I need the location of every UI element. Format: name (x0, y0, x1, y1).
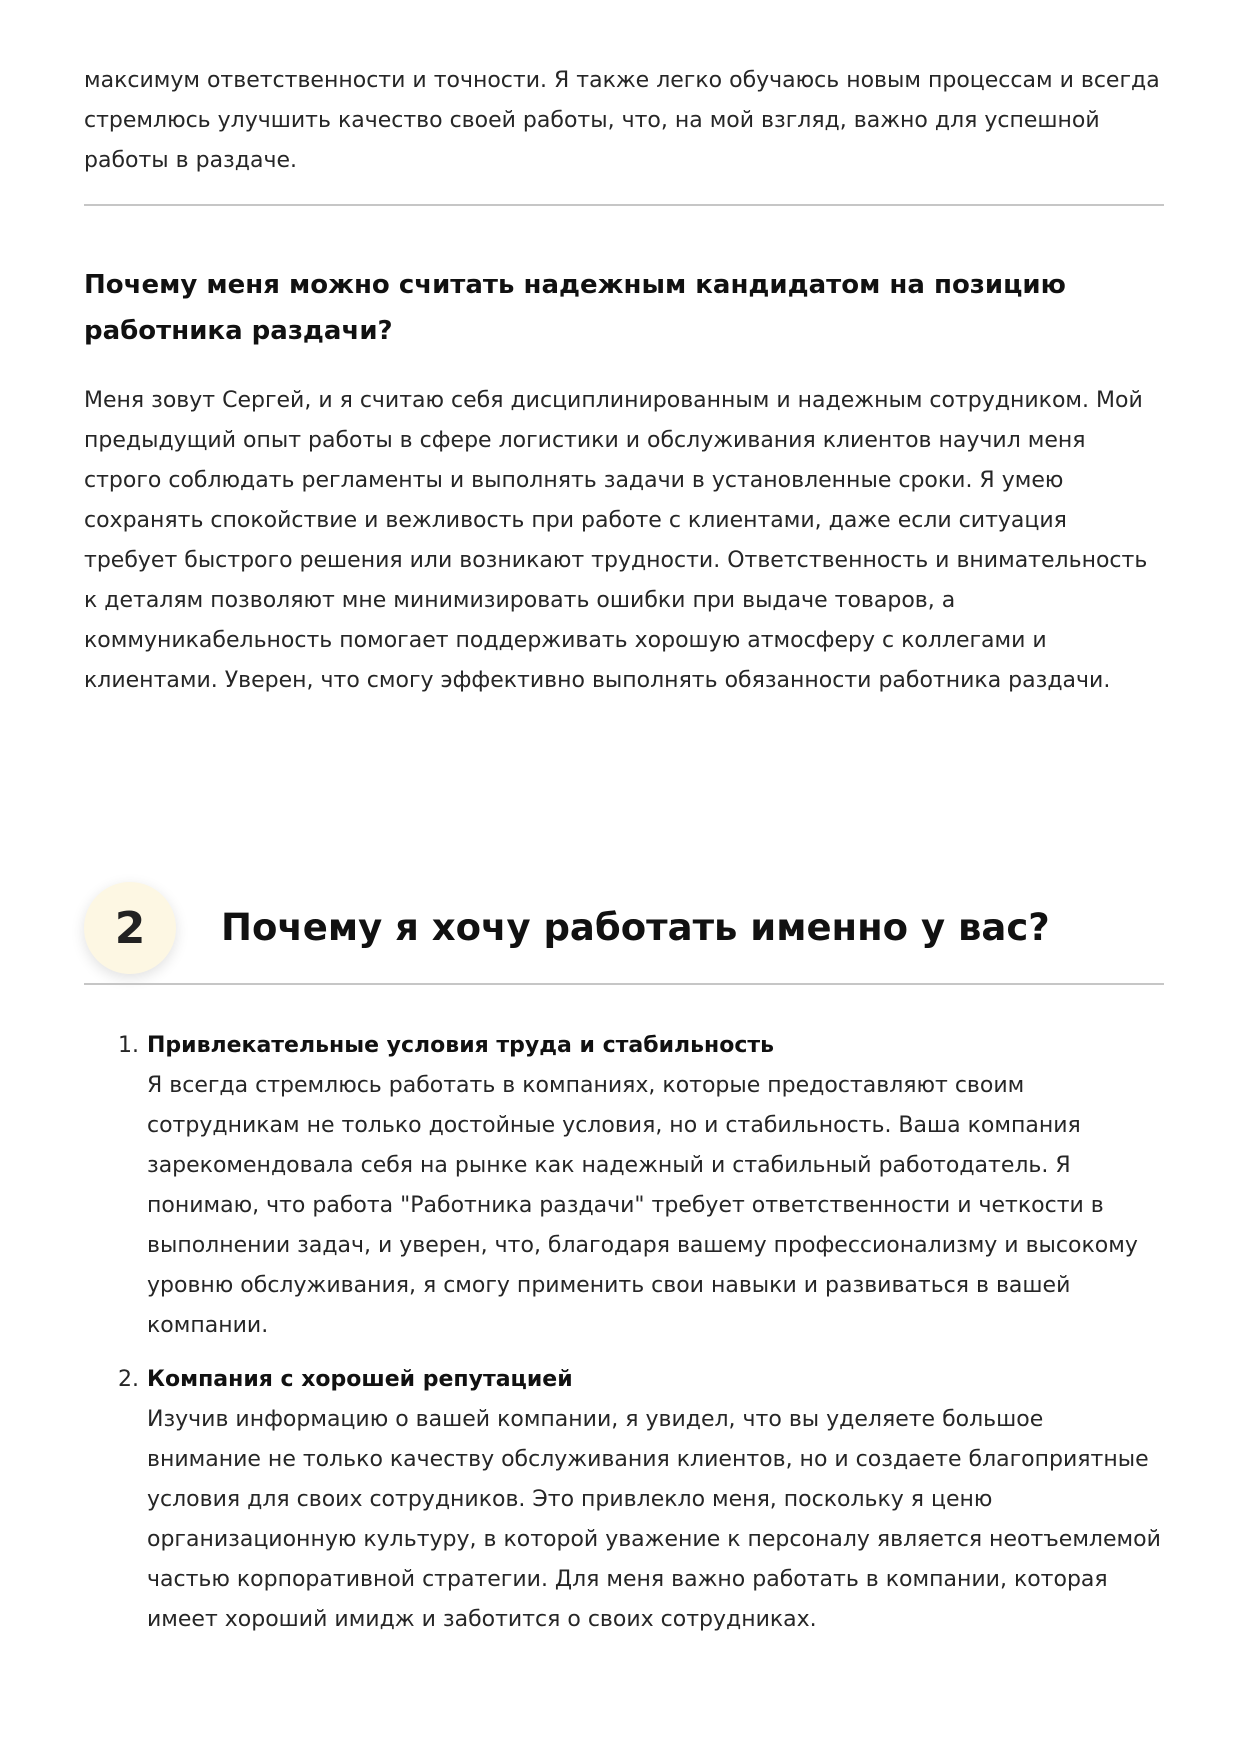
list-item-number: 1. (118, 1033, 139, 1058)
list-item-title: Привлекательные условия труда и стабильность (147, 1033, 775, 1058)
list-item (84, 1360, 1164, 1640)
list-item-text: Я всегда стремлюсь работать в компаниях, которые предоставляют своим сотрудникам не только достойные условия, но и стабильность. Ваша компания зарекомендовала себя на рынке как надежный и стабильный работодатель. Я понимаю, что работа "Работника раздачи" требует ответственности и четкости в выполнении задач, и уверен, что, благодаря вашему профессионализму и высокому уровню обслуживания, я смогу применить свои навыки и развиваться в вашей компании. (147, 1073, 1138, 1338)
reasons-list (84, 1026, 1164, 1640)
list-item (84, 1026, 1164, 1346)
section-number-badge: 2 (84, 882, 176, 974)
list-item-number: 2. (118, 1367, 139, 1392)
reliability-heading: Почему меня можно считать надежным кандидатом на позицию работника раздачи? (84, 270, 1066, 346)
section-2-header (84, 876, 1164, 984)
reliability-paragraph: Меня зовут Сергей, и я считаю себя дисциплинированным и надежным сотрудником. Мой предыдущий опыт работы в сфере логистики и обслуживания клиентов научил меня строго соблюдать регламенты и выполнять задачи в установленные сроки. Я умею сохранять спокойствие и вежливость при работе с клиентами, даже если ситуация требует быстрого решения или возникают трудности. Ответственность и внимательность к деталям позволяют мне минимизировать ошибки при выдаче товаров, а коммуникабельность помогает поддерживать хорошую атмосферу с коллегами и клиентами. Уверен, что смогу эффективно выполнять обязанности работника раздачи. (84, 388, 1148, 693)
section-divider (84, 204, 1164, 206)
section-2-title: Почему я хочу работать именно у вас? (221, 906, 1050, 949)
list-item-title: Компания с хорошей репутацией (147, 1367, 573, 1392)
intro-paragraph: максимум ответственности и точности. Я также легко обучаюсь новым процессам и всегда стремлюсь улучшить качество своей работы, что, на мой взгляд, важно для успешной работы в раздаче. (84, 68, 1160, 173)
list-item-text: Изучив информацию о вашей компании, я увидел, что вы уделяете большое внимание не только качеству обслуживания клиентов, но и создаете благоприятные условия для своих сотрудников. Это привлекло меня, поскольку я ценю организационную культуру, в которой уважение к персоналу является неотъемлемой частью корпоративной стратегии. Для меня важно работать в компании, которая имеет хороший имидж и заботится о своих сотрудниках. (147, 1407, 1161, 1632)
section-2-divider (84, 983, 1164, 985)
